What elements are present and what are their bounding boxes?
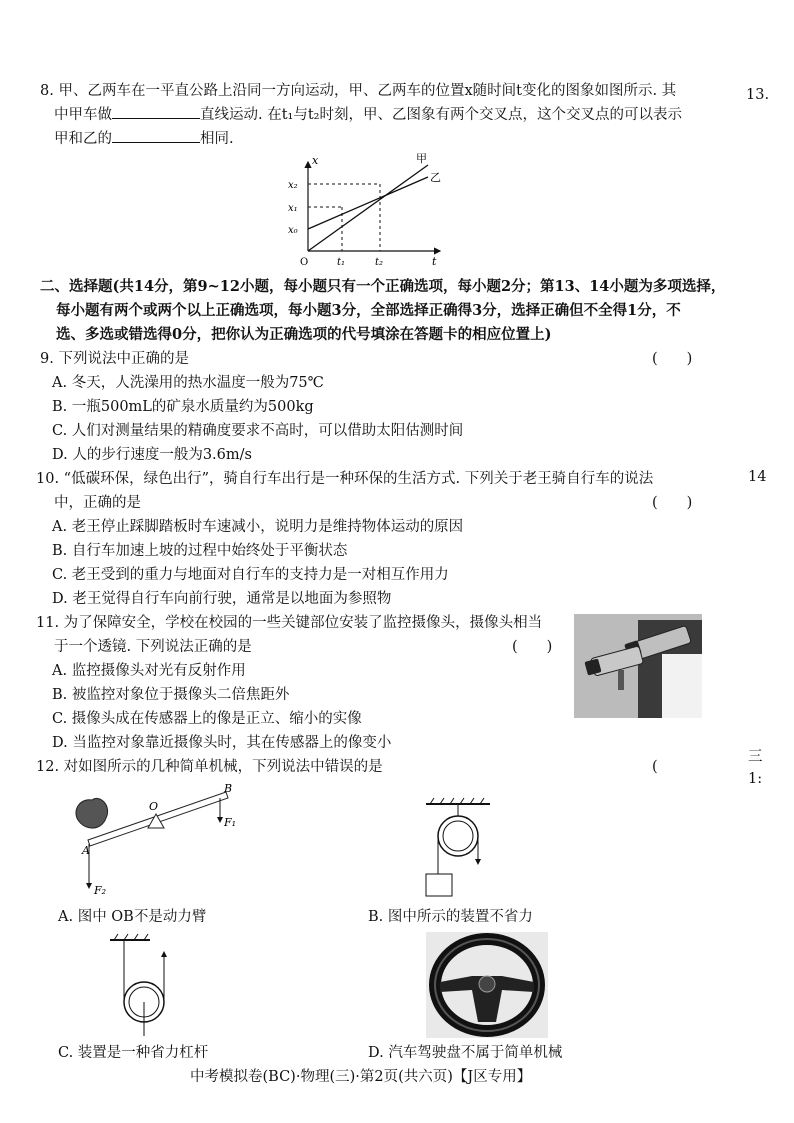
- label-o: O: [149, 800, 159, 813]
- q11-option-c[interactable]: C. 摄像头成在传感器上的像是正立、缩小的实像: [52, 711, 362, 727]
- q8-line2: [54, 104, 682, 126]
- q9-answer-paren[interactable]: ( ): [652, 351, 693, 367]
- q8-line1: 8. 甲、乙两车在一平直公路上沿同一方向运动，甲、乙两车的位置x随时间t变化的图象如图所示. 其: [40, 83, 677, 99]
- label-x: x: [312, 154, 319, 167]
- q12-stem: 12. 对如图所示的几种简单机械，下列说法中错误的是: [36, 759, 383, 775]
- q8-line3-a: 甲和乙的: [54, 131, 112, 147]
- label-f2: F₂: [94, 884, 107, 897]
- q11-option-a[interactable]: A. 监控摄像头对光有反射作用: [52, 663, 246, 679]
- q12-option-d[interactable]: D. 汽车驾驶盘不属于简单机械: [368, 1045, 563, 1061]
- label-b: B: [224, 782, 233, 795]
- q10-stem-2: 中，正确的是: [54, 495, 141, 511]
- movable-pulley-figure: [106, 932, 186, 1042]
- label-origin: O: [300, 257, 309, 268]
- q9-option-a[interactable]: A. 冬天，人洗澡用的热水温度一般为75℃: [52, 375, 324, 391]
- line-yi: [308, 177, 428, 229]
- section2-line2: 每小题有两个或两个以上正确选项，每小题3分，全部选择正确得3分，选择正确但不全得1分，不: [56, 302, 681, 319]
- steering-wheel-photo: [426, 932, 548, 1038]
- q11-stem-1: 11. 为了保障安全，学校在校园的一些关键部位安装了监控摄像头，摄像头相当: [36, 615, 543, 631]
- stone-icon: [76, 798, 108, 828]
- weight-block: [426, 874, 452, 896]
- line-jia: [308, 165, 428, 251]
- q11-option-d[interactable]: D. 当监控对象靠近摄像头时，其在传感器上的像变小: [52, 735, 392, 751]
- label-t2: t₂: [375, 257, 384, 268]
- margin-fragment-15: 1:: [748, 771, 763, 787]
- label-yi: 乙: [430, 171, 441, 184]
- q9-option-c[interactable]: C. 人们对测量结果的精确度要求不高时，可以借助太阳估测时间: [52, 423, 464, 439]
- q10-stem-1: 10. “低碳环保，绿色出行”，骑自行车出行是一种环保的生活方式. 下列关于老王骑自行车的说法: [36, 471, 654, 487]
- q8-line3-b: 相同.: [200, 131, 234, 147]
- label-a: A: [82, 844, 90, 857]
- label-jia: 甲: [416, 152, 427, 165]
- q8-blank-1[interactable]: [112, 104, 200, 119]
- pulley-wheel: [438, 816, 478, 856]
- margin-fragment-san: 三: [748, 749, 763, 765]
- q8-xt-graph: [280, 148, 450, 270]
- fixed-pulley-figure: [418, 796, 498, 898]
- q9-stem: 9. 下列说法中正确的是: [40, 351, 189, 367]
- section2-line3: 选、多选或错选得0分，把你认为正确选项的代号填涂在答题卡的相应位置上): [56, 326, 552, 343]
- q12-option-c[interactable]: C. 装置是一种省力杠杆: [58, 1045, 209, 1061]
- margin-number-14: 14: [748, 469, 767, 485]
- q11-answer-paren[interactable]: ( ): [512, 639, 553, 655]
- q11-stem-2: 于一个透镜. 下列说法正确的是: [54, 639, 252, 655]
- label-x2: x₂: [288, 180, 298, 191]
- q8-blank-2[interactable]: [112, 128, 200, 143]
- q11-option-b[interactable]: B. 被监控对象位于摄像头二倍焦距外: [52, 687, 290, 703]
- q10-answer-paren[interactable]: ( ): [652, 495, 693, 511]
- page-footer: 中考模拟卷(BC)·物理(三)·第2页(共六页)【J区专用】: [190, 1069, 532, 1085]
- q12-option-a[interactable]: A. 图中 OB不是动力臂: [58, 909, 207, 925]
- label-t1: t₁: [337, 257, 346, 268]
- q8-line2-a: 中甲车做: [54, 107, 112, 123]
- q10-option-c[interactable]: C. 老王受到的重力与地面对自行车的支持力是一对相互作用力: [52, 567, 449, 583]
- q10-option-d[interactable]: D. 老王觉得自行车向前行驶，通常是以地面为参照物: [52, 591, 392, 607]
- margin-number-13: 13.: [746, 87, 770, 103]
- label-x1: x₁: [288, 203, 298, 214]
- section2-line1: 二、选择题(共14分，第9~12小题，每小题只有一个正确选项，每小题2分；第13、14小题为多项选择，: [40, 278, 726, 295]
- q9-option-d[interactable]: D. 人的步行速度一般为3.6m/s: [52, 447, 252, 463]
- q8-line3: [54, 128, 234, 150]
- q10-option-b[interactable]: B. 自行车加速上坡的过程中始终处于平衡状态: [52, 543, 348, 559]
- q12-answer-paren[interactable]: (: [652, 759, 658, 775]
- q10-option-a[interactable]: A. 老王停止踩脚踏板时车速减小，说明力是维持物体运动的原因: [52, 519, 464, 535]
- lever-figure: [60, 780, 250, 900]
- q8-line2-b: 直线运动. 在t₁与t₂时刻，甲、乙图象有两个交叉点，这个交叉点的可以表示: [200, 107, 682, 123]
- surveillance-camera-photo: [574, 614, 702, 718]
- q12-option-b[interactable]: B. 图中所示的装置不省力: [368, 909, 533, 925]
- label-t: t: [432, 255, 437, 268]
- label-x0: x₀: [288, 225, 298, 236]
- label-f1: F₁: [224, 816, 237, 829]
- q9-option-b[interactable]: B. 一瓶500mL的矿泉水质量约为500kg: [52, 399, 314, 415]
